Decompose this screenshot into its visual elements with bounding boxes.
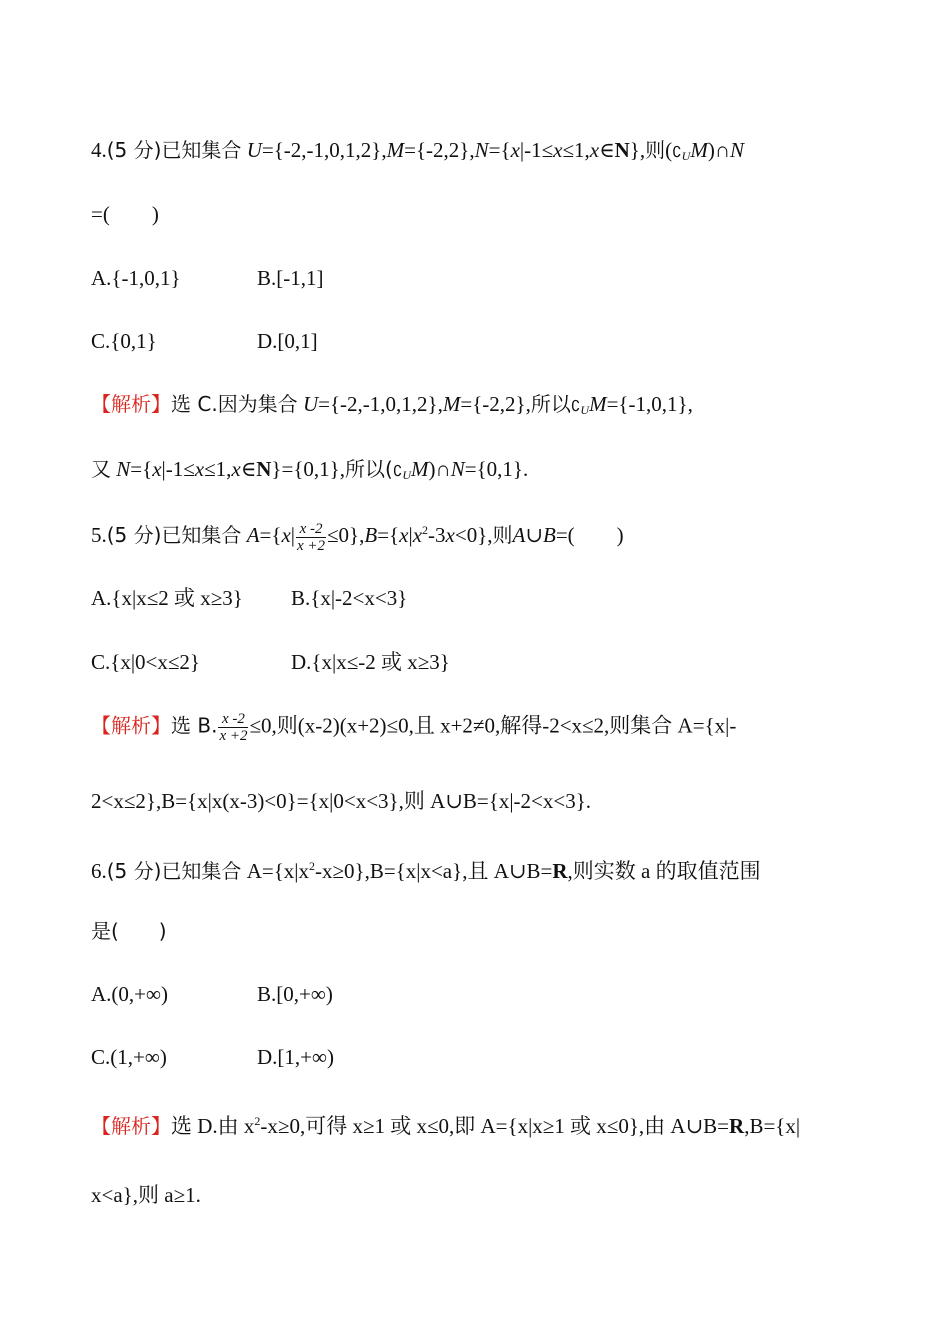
q4-options-row2 <box>91 327 318 355</box>
q5-stem: 5.(5 分)已知集合 A={x| $\frac{x -2}{x +2}$ $\le 0\},B=\{x|x^2-3x<0\}$,则A∪B=( ) <box>91 520 624 554</box>
q4-option-b[interactable]: B.[-1,1] <box>257 266 324 290</box>
q5-solution-line2: 2<x≤2},B={x|x(x-3)<0}={x|0<x<3},则 A∪B={x|-2<x<3}. <box>91 789 592 813</box>
q6-option-b[interactable]: B.[0,+∞) <box>257 982 333 1006</box>
solution-tag: 【解析】 <box>91 713 171 738</box>
q6-solution-line1: 【解析】选 D.由 $x^2-x\ge 0$,可得 x≥1 或 x≤0,即 A={x|x≥1 或 x≤0},由 A∪B=R,B={x| <box>91 1114 801 1138</box>
q6-solution-line2: x<a},则 a≥1. <box>91 1183 201 1207</box>
q5-option-d[interactable]: D.{x|x≤-2 或 x≥3} <box>291 650 450 674</box>
q6-stem-line2: 是( ) <box>91 919 167 943</box>
q4-solution-line2: 又 N={x|-1≤x≤1,x∈N}={0,1},所以$(∁_UM)\cap N=\{0,1\}$. <box>91 457 529 482</box>
q6-stem-line1: 6.(5 分)已知集合 $A=\{x|x^2-x\ge 0\},B=\{x|x<a\}$,且 A∪B=R,则实数 a 的取值范围 <box>91 859 761 883</box>
q6-option-c[interactable]: C.(1,+∞) <box>91 1045 167 1069</box>
fraction: $\frac{x -2}{x +2}$ <box>219 711 248 744</box>
q5-solution-line1: 【解析】选 B. $\frac{x -2}{x +2}$ ≤0,则(x-2)(x+2)≤0,且 x+2≠0,解得-2<x≤2,则集合 A={x|- <box>91 711 737 744</box>
q5-option-a[interactable]: A.{x|x≤2 或 x≥3} <box>91 586 243 610</box>
q6-option-a[interactable]: A.(0,+∞) <box>91 982 168 1006</box>
q4-option-c[interactable]: C.{0,1} <box>91 329 157 353</box>
fraction: $\frac{x -2}{x +2}$ <box>297 520 326 554</box>
q6-option-d[interactable]: D.[1,+∞) <box>257 1045 334 1069</box>
solution-tag: 【解析】 <box>91 1114 171 1138</box>
q5-options-row2 <box>91 648 450 676</box>
q4-stem-line2: =( ) <box>91 202 159 226</box>
solution-tag: 【解析】 <box>91 392 171 416</box>
q5-option-c[interactable]: C.{x|0<x≤2} <box>91 650 200 674</box>
q4-solution-line1: 【解析】选 C.因为集合 U={-2,-1,0,1,2},M={-2,2},所以$∁_UM=\{-1,0,1\}$, <box>91 392 693 417</box>
q5-option-b[interactable]: B.{x|-2<x<3} <box>291 586 408 610</box>
q4-option-d[interactable]: D.[0,1] <box>257 329 318 353</box>
q6-options-row1 <box>91 980 333 1008</box>
q4-option-a[interactable]: A.{-1,0,1} <box>91 266 181 290</box>
q4-stem-line1: 4.(5 分)已知集合 U={-2,-1,0,1,2},M={-2,2},N={x|-1≤x≤1,x∈N},则$(∁_UM)\cap N$ <box>91 138 745 163</box>
q5-options-row1 <box>91 584 407 612</box>
q4-options-row1 <box>91 264 324 292</box>
q6-options-row2 <box>91 1043 334 1071</box>
